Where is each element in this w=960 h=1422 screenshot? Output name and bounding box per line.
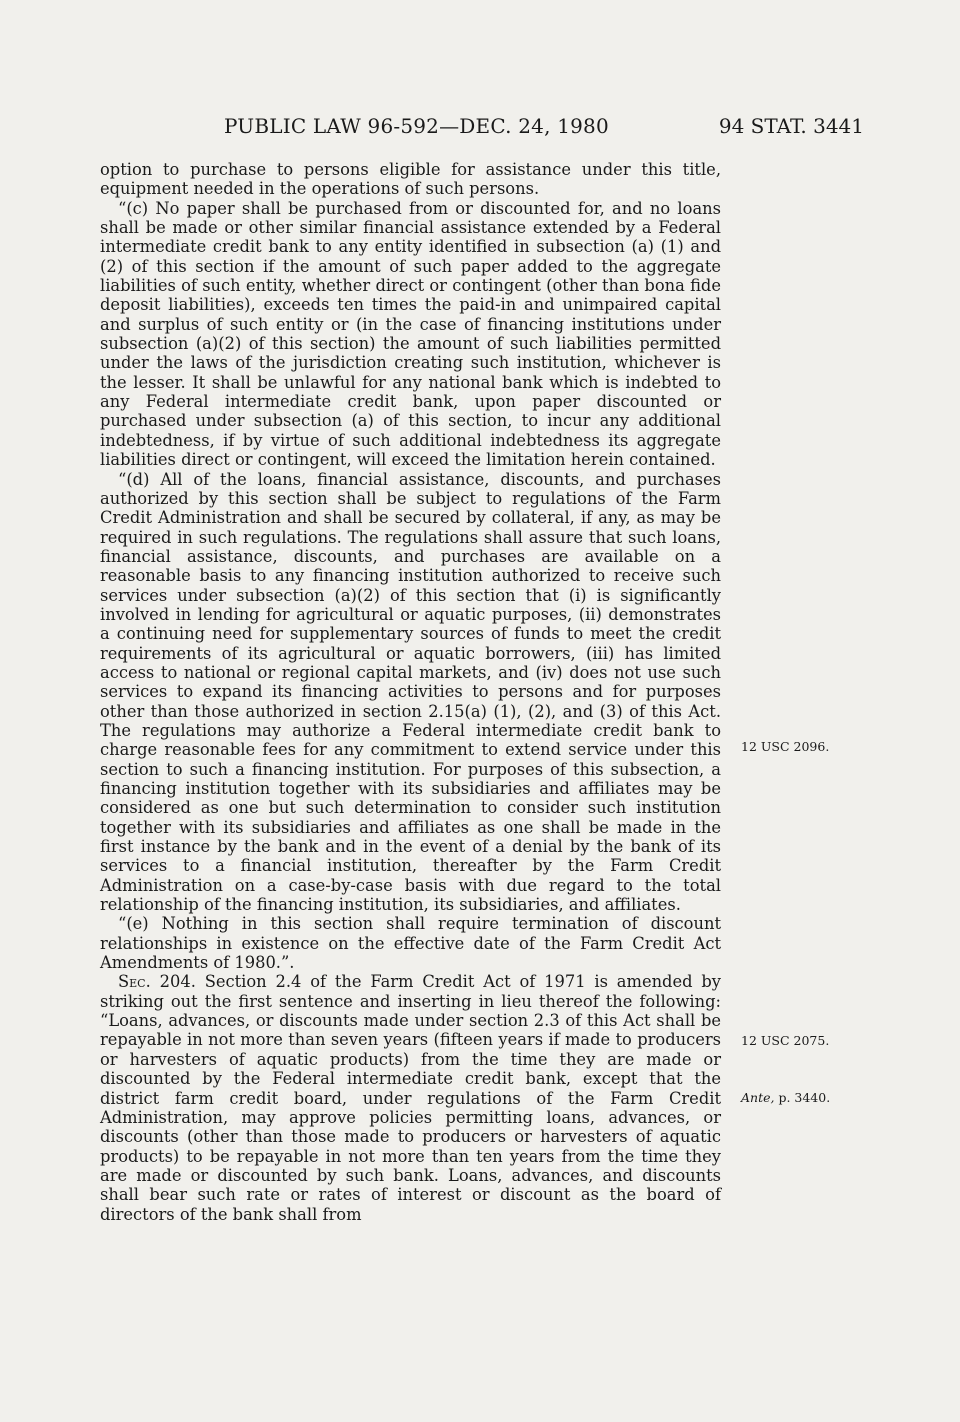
section-204-text: 204. Section 2.4 of the Farm Credit Act of 1971 is amended by striking out the first sentence and inserting in lieu thereof the following: “Loans, advances, or discounts made under section 2.3 of this Act shall be repayable in not more than seven years (fifteen years if made to producers or harvesters of aquatic products) from the time they are made or discounted by the Federal intermediate credit bank, except that the district farm credit board, under regulations of the Farm Credit Administration, may approve policies permitting loans, advances, or discounts (other than those made to producers or harvesters of aquatic products) to be repayable in not more than ten years from the time they are made or discounted by such bank. Loans, advances, and discounts shall bear such rate or rates of interest or discount as the board of directors of the bank shall from	[100, 972, 721, 1224]
statute-page-number: 94 STAT. 3441	[718, 114, 864, 138]
margin-note-ante-italic: Ante,	[741, 1090, 775, 1105]
running-head	[98, 114, 864, 144]
section-label: Sec.	[118, 972, 151, 992]
paragraph-subsection-e: “(e) Nothing in this section shall require termination of discount relationships in existence on the effective date of the Farm Credit Act Amendments of 1980.”.	[100, 914, 721, 973]
paragraph-subsection-c: “(c) No paper shall be purchased from or discounted for, and no loans shall be made or other similar financial assistance extended by a Federal intermediate credit bank to any entity identified in subsection (a) (1) and (2) of this section if the amount of such paper added to the aggregate liabilities of such entity, whether direct or contingent (other than bona fide deposit liabilities), exceeds ten times the paid-in and unimpaired capital and surplus of such entity or (in the case of financing institutions under subsection (a)(2) of this section) the amount of such liabilities permitted under the laws of the jurisdiction creating such institution, whichever is the lesser. It shall be unlawful for any national bank which is indebted to any Federal intermediate credit bank, upon paper discounted or purchased under subsection (a) of this section, to incur any additional indebtedness, if by virtue of such additional indebtedness its aggregate liabilities direct or contingent, will exceed the limitation herein contained.	[100, 198, 721, 470]
running-head-title: PUBLIC LAW 96-592—DEC. 24, 1980	[224, 114, 609, 138]
margin-note-12-usc-2096: 12 USC 2096.	[741, 739, 830, 754]
margin-note-ante-page: p. 3440.	[774, 1090, 831, 1105]
paragraph-subsection-d: “(d) All of the loans, financial assistance, discounts, and purchases authorized by this section shall be subject to regulations of the Farm Credit Administration and shall be secured by collateral, if any, as may be required in such regulations. The regulations shall assure that such loans, financial assistance, discounts, and purchases are available on a reasonable basis to any financing institution authorized to receive such services under subsection (a)(2) of this section that (i) is significantly involved in lending for agricultural or aquatic purposes, (ii) demonstrates a continuing need for supplementary sources of funds to meet the credit requirements of its agricultural or aquatic borrowers, (iii) has limited access to national or regional capital markets, and (iv) does not use such services to expand its financing activities to persons and for purposes other than those authorized in section 2.15(a) (1), (2), and (3) of this Act. The regulations may authorize a Federal intermediate credit bank to charge reasonable fees for any commitment to extend service under this section to such a financing institution. For purposes of this subsection, a financing institution together with its subsidiaries and affiliates may be considered as one but such determination to consider such institution together with its subsidiaries and affiliates as one shall be made in the first instance by the bank and in the event of a denial by the bank of its services to a financial institution, thereafter by the Farm Credit Administration on a case-by-case basis with due regard to the total relationship of the financing institution, its subsidiaries, and affiliates.	[100, 469, 721, 915]
margin-note-ante	[741, 1090, 830, 1105]
paragraph-section-204	[100, 972, 721, 1223]
margin-note-12-usc-2075: 12 USC 2075.	[741, 1033, 830, 1048]
paragraph-continuation: option to purchase to persons eligible for assistance under this title, equipment needed in the operations of such persons.	[100, 160, 721, 199]
body-text	[100, 160, 721, 1224]
